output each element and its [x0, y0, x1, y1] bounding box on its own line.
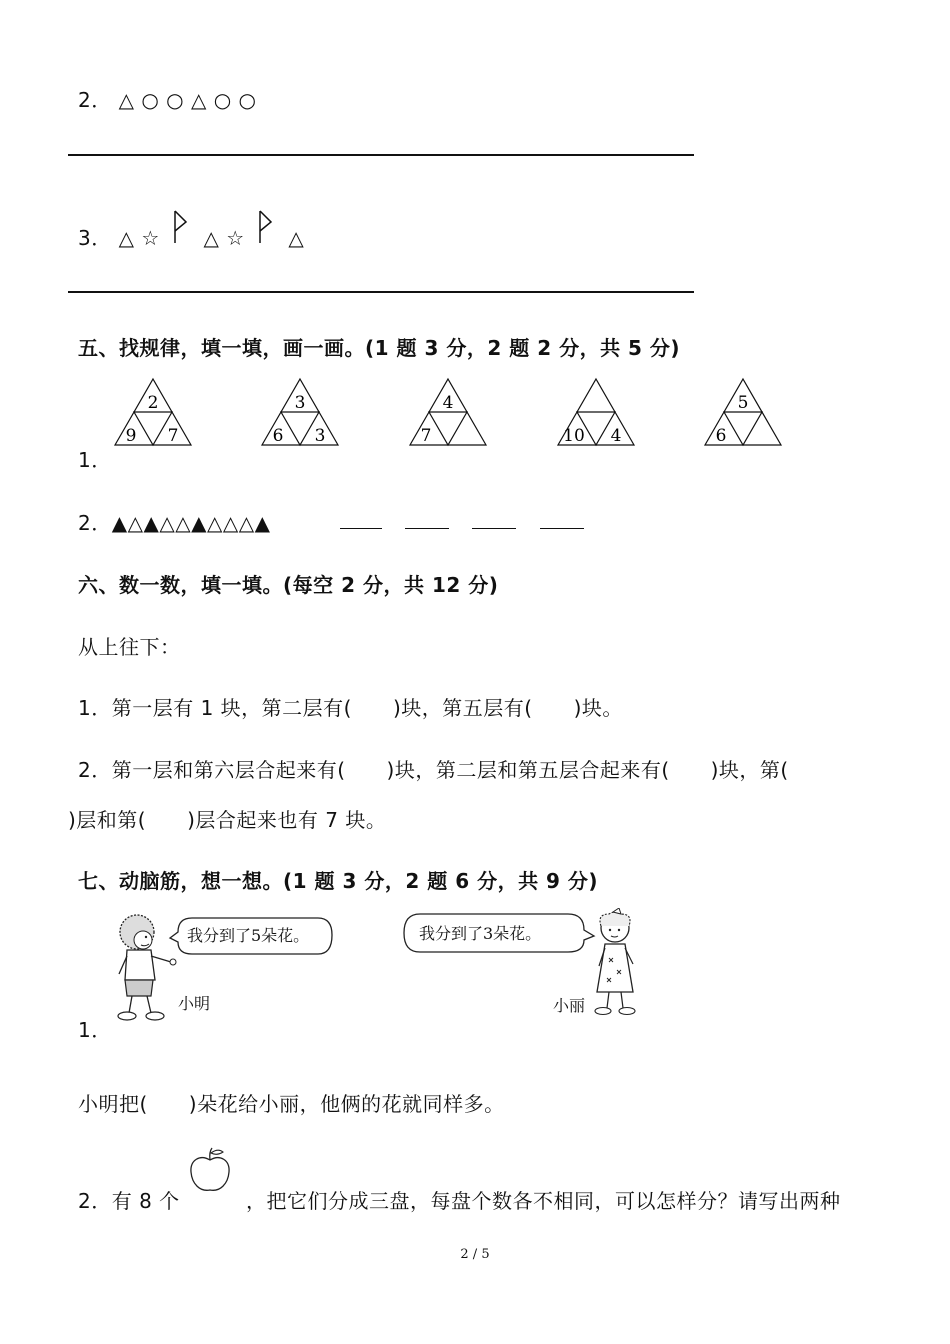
section-7-heading: 七、动脑筋，想一想。(1 题 3 分，2 题 6 分，共 9 分): [78, 869, 599, 893]
q6-item1: 1．第一层有 1 块，第二层有( )块，第五层有( )块。: [78, 696, 623, 720]
triangle-left-number: 9: [125, 426, 137, 446]
triangle-right-number: 7: [167, 426, 179, 446]
triangle-left-number: 6: [715, 426, 727, 446]
triangle-right-number: 3: [314, 426, 326, 446]
q5-item2-sequence: ▲△▲△△▲△△△▲: [111, 511, 271, 535]
q4-item3-part-1: △ ☆: [118, 226, 160, 250]
number-triangle: [408, 377, 488, 449]
q6-item2-line2: )层和第( )层合起来也有 7 块。: [68, 808, 387, 832]
q5-item1-number: 1．: [78, 448, 112, 472]
triangle-left-number: 10: [563, 426, 585, 446]
q4-item3-number: 3．: [78, 226, 112, 250]
girl-illustration: [585, 908, 645, 1020]
number-triangle: [703, 377, 783, 449]
answer-blank: [340, 528, 382, 529]
section-6-heading: 六、数一数，填一填。(每空 2 分，共 12 分): [78, 573, 499, 597]
q6-item2-line1: 2．第一层和第六层合起来有( )块，第二层和第五层合起来有( )块，第(: [78, 758, 789, 782]
q5-item2-number: 2．: [78, 511, 112, 535]
q7-item2-rest: ，把它们分成三盘，每盘个数各不相同，可以怎样分？请写出两种: [246, 1189, 841, 1213]
triangle-left-number: 7: [420, 426, 432, 446]
girl-speech-text: 我分到了3朵花。: [419, 924, 542, 943]
number-triangle: [260, 377, 340, 449]
number-triangle: [113, 377, 193, 449]
q5-item2: [78, 507, 271, 536]
q7-item1-number: 1．: [78, 1018, 112, 1042]
q4-item2-number: 2．: [78, 88, 112, 112]
triangle-top-number: 3: [294, 393, 306, 413]
answer-blank: [540, 528, 584, 529]
answer-blank: [472, 528, 516, 529]
answer-blank: [405, 528, 449, 529]
apple-icon: [186, 1146, 234, 1194]
triangle-left-number: 6: [272, 426, 284, 446]
answer-line-1: [68, 154, 694, 156]
q4-item2: [78, 84, 256, 113]
q4-item3: [78, 209, 304, 251]
q4-item3-part-2: △ ☆: [203, 226, 245, 250]
q4-item2-sequence: △ ○ ○ △ ○ ○: [118, 88, 257, 112]
flag-icon: [171, 209, 193, 245]
triangle-top-number: 5: [737, 393, 749, 413]
triangle-top-number: 4: [442, 393, 454, 413]
triangle-top-number: 2: [147, 393, 159, 413]
page-number: 2 / 5: [460, 1247, 490, 1262]
boy-speech-text: 我分到了5朵花。: [187, 926, 310, 945]
q7-item2-start: 2．有 8 个: [78, 1189, 180, 1213]
number-triangle: [556, 377, 636, 449]
section-5-heading: 五、找规律，填一填，画一画。(1 题 3 分，2 题 2 分，共 5 分): [78, 336, 681, 360]
answer-line-2: [68, 291, 694, 293]
q7-item1-text: 小明把( )朵花给小丽，他俩的花就同样多。: [78, 1092, 505, 1116]
q6-intro: 从上往下：: [78, 635, 181, 659]
boy-name-label: 小明: [178, 994, 211, 1013]
triangle-right-number: 4: [610, 426, 622, 446]
flag-icon: [256, 209, 278, 245]
q4-item3-part-3: △: [288, 226, 305, 250]
girl-name-label: 小丽: [553, 996, 586, 1015]
